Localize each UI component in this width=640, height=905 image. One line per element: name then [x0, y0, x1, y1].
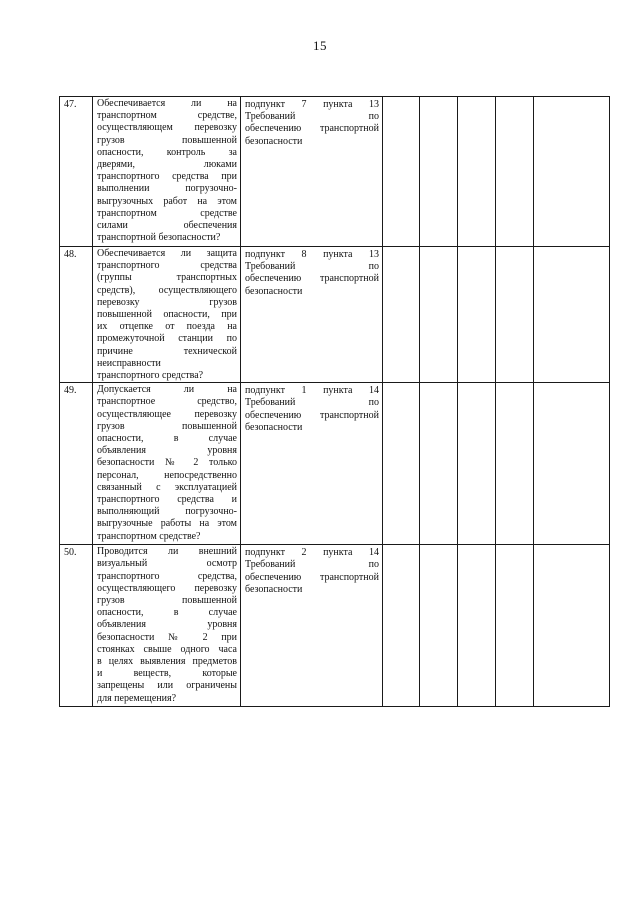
table-row — [60, 97, 610, 247]
question-line: персонал, непосредственно — [97, 469, 237, 481]
question-line: безопасности № 2 при — [97, 631, 237, 643]
empty-answer-cell[interactable] — [496, 97, 534, 247]
reference-line: обеспечению транспортной — [245, 123, 379, 135]
question-line: транспортном средстве? — [97, 530, 201, 542]
empty-answer-cell[interactable] — [496, 545, 534, 707]
requirement-reference-cell — [241, 545, 383, 707]
reference-line: обеспечению транспортной — [245, 409, 379, 421]
requirement-reference-cell — [241, 97, 383, 247]
question-line: транспортного средства? — [97, 370, 204, 382]
empty-answer-cell[interactable] — [496, 247, 534, 383]
reference-line: подпункт 1 пункта 14 — [245, 385, 379, 397]
reference-line: обеспечению транспортной — [245, 273, 379, 285]
empty-answer-cell[interactable] — [534, 247, 610, 383]
reference-line: Требований по — [245, 261, 379, 273]
empty-answer-cell[interactable] — [420, 383, 458, 545]
table-row — [60, 247, 610, 383]
question-line: Проводится ли внешний — [97, 546, 237, 558]
question-line: их отцепке от поезда на — [97, 321, 237, 333]
question-line: Допускается ли на — [97, 384, 237, 396]
reference-line: Требований по — [245, 559, 379, 571]
empty-answer-cell[interactable] — [383, 97, 420, 247]
reference-line: подпункт 8 пункта 13 — [245, 249, 379, 260]
question-line: осуществляющего перевозку — [97, 582, 237, 594]
question-line: опасности, контроль за — [97, 146, 237, 158]
checklist-table — [59, 96, 610, 707]
page-number: 15 — [313, 38, 327, 53]
requirement-reference-cell — [241, 247, 383, 383]
reference-line: Требований по — [245, 397, 379, 409]
question-line: дверями, люками — [97, 159, 237, 171]
question-line: связанный с эксплуатацией — [97, 481, 237, 493]
empty-answer-cell[interactable] — [383, 383, 420, 545]
question-line: опасности, в случае — [97, 607, 237, 619]
empty-answer-cell[interactable] — [420, 97, 458, 247]
question-line: безопасности № 2 только — [97, 457, 237, 469]
question-line: перевозку грузов — [97, 296, 237, 308]
question-line: транспортного средства при — [97, 171, 237, 183]
requirement-reference-cell — [241, 383, 383, 545]
question-line: средств), осуществляющего — [97, 284, 237, 296]
question-line: Обеспечивается ли на — [97, 98, 237, 109]
question-line: транспортной безопасности? — [97, 232, 221, 244]
empty-answer-cell[interactable] — [420, 247, 458, 383]
empty-answer-cell[interactable] — [534, 97, 610, 247]
question-line: транспортное средство, — [97, 396, 237, 408]
question-line: повышенной опасности, при — [97, 309, 237, 321]
question-line: транспортном средстве, — [97, 110, 237, 122]
reference-line: безопасности — [245, 583, 303, 595]
reference-line: безопасности — [245, 135, 303, 147]
table-row — [60, 545, 610, 707]
question-line: транспортного средства, — [97, 570, 237, 582]
empty-answer-cell[interactable] — [458, 97, 496, 247]
question-line: неисправности — [97, 357, 161, 369]
question-line: и веществ, которые — [97, 668, 237, 680]
reference-line: безопасности — [245, 421, 303, 433]
empty-answer-cell[interactable] — [458, 545, 496, 707]
question-line: промежуточной станции по — [97, 333, 237, 345]
row-number: 48. — [60, 247, 93, 383]
reference-line: подпункт 2 пункта 14 — [245, 547, 379, 559]
question-line: выполнении погрузочно- — [97, 183, 237, 195]
reference-line: Требований по — [245, 111, 379, 123]
question-line: осуществляющем перевозку — [97, 122, 237, 134]
question-line: грузов повышенной — [97, 595, 237, 607]
question-line: транспортного средства и — [97, 494, 237, 506]
question-line: запрещены или ограничены — [97, 680, 237, 692]
question-cell — [93, 383, 241, 545]
row-number: 50. — [60, 545, 93, 707]
question-line: объявления уровня — [97, 445, 237, 457]
question-cell — [93, 545, 241, 707]
question-line: грузов повышенной — [97, 134, 237, 146]
question-line: выполняющий погрузочно- — [97, 506, 237, 518]
checklist-rows — [60, 97, 610, 707]
question-cell — [93, 247, 241, 383]
question-line: выгрузочные работы на этом — [97, 518, 237, 530]
question-line: Обеспечивается ли защита — [97, 248, 237, 259]
question-line: для перемещения? — [97, 692, 177, 704]
empty-answer-cell[interactable] — [534, 383, 610, 545]
empty-answer-cell[interactable] — [458, 383, 496, 545]
question-line: транспортного средства — [97, 260, 237, 272]
question-line: опасности, в случае — [97, 433, 237, 445]
question-line: (группы транспортных — [97, 272, 237, 284]
reference-line: безопасности — [245, 285, 303, 297]
empty-answer-cell[interactable] — [458, 247, 496, 383]
reference-line: обеспечению транспортной — [245, 571, 379, 583]
empty-answer-cell[interactable] — [383, 247, 420, 383]
question-line: силами обеспечения — [97, 220, 237, 232]
question-line: в целях выявления предметов — [97, 656, 237, 668]
empty-answer-cell[interactable] — [420, 545, 458, 707]
empty-answer-cell[interactable] — [383, 545, 420, 707]
question-line: стоянках свыше одного часа — [97, 643, 237, 655]
question-line: визуальный осмотр — [97, 558, 237, 570]
question-line: объявления уровня — [97, 619, 237, 631]
reference-line: подпункт 7 пункта 13 — [245, 99, 379, 110]
empty-answer-cell[interactable] — [534, 545, 610, 707]
question-line: грузов повышенной — [97, 420, 237, 432]
question-line: выгрузочных работ на этом — [97, 195, 237, 207]
question-line: транспортном средстве — [97, 207, 237, 219]
row-number: 47. — [60, 97, 93, 247]
question-cell — [93, 97, 241, 247]
table-row — [60, 383, 610, 545]
row-number: 49. — [60, 383, 93, 545]
empty-answer-cell[interactable] — [496, 383, 534, 545]
question-line: причине технической — [97, 345, 237, 357]
question-line: осуществляющее перевозку — [97, 408, 237, 420]
